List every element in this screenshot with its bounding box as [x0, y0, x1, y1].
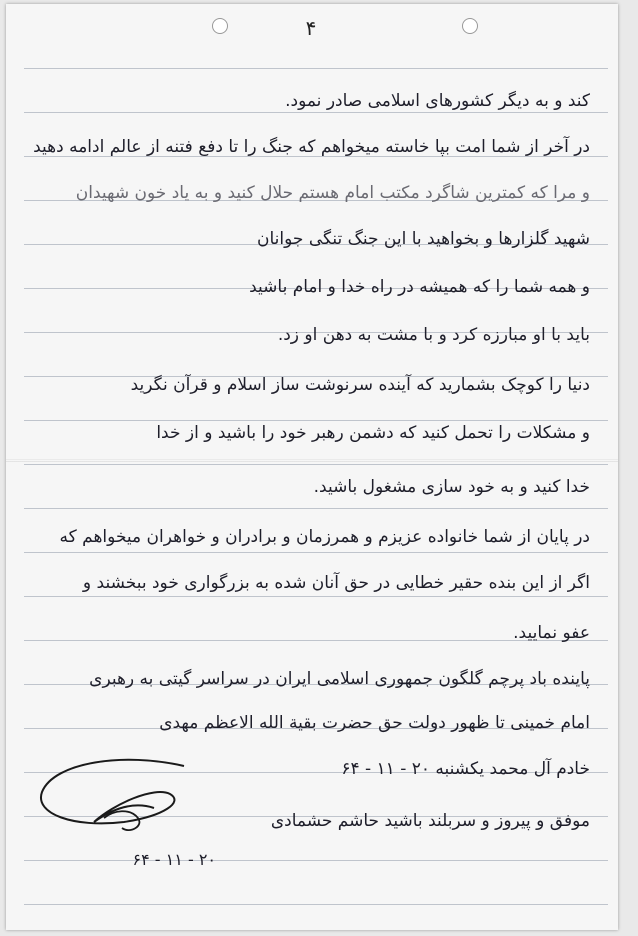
text-line: اگر از این بنده حقیر خطایی در حق آنان شده به بزرگواری خود ببخشند و — [82, 573, 590, 593]
text-line: باید با او مبارزه کرد و با مشت به دهن او زد. — [277, 325, 590, 345]
text-line: در آخر از شما امت بپا خاسته میخواهم که جنگ را تا دفع فتنه از عالم ادامه دهید — [33, 137, 590, 157]
text-line: پاینده باد پرچم گلگون جمهوری اسلامی ایران در سراسر گیتی به رهبری — [89, 669, 590, 689]
punch-hole — [462, 18, 478, 34]
text-line: و مرا که کمترین شاگرد مکتب امام هستم حلال کنید و به یاد خون شهیدان — [75, 183, 590, 203]
letter-page — [6, 4, 618, 930]
text-line: و همه شما را که همیشه در راه خدا و امام باشید — [249, 277, 590, 297]
text-line: شهید گلزارها و بخواهید با این جنگ تنگی جوانان — [257, 229, 590, 249]
text-line: دنیا را کوچک بشمارید که آینده سرنوشت ساز اسلام و قرآن نگرید — [130, 375, 590, 395]
text-line: موفق و پیروز و سربلند باشید حاشم حشمادی — [270, 811, 590, 831]
text-line: خدا کنید و به خود سازی مشغول باشید. — [313, 477, 590, 497]
punch-hole — [212, 18, 228, 34]
text-line: کند و به دیگر کشورهای اسلامی صادر نمود. — [285, 91, 590, 111]
text-line: امام خمینی تا ظهور دولت حق حضرت بقیة الله الاعظم مهدی — [159, 713, 590, 733]
page-number: ۴ — [305, 16, 317, 40]
text-line: عفو نمایید. — [513, 623, 590, 643]
text-line: و مشکلات را تحمل کنید که دشمن رهبر خود را باشید و از خدا — [156, 423, 590, 443]
text-line: در پایان از شما خانواده عزیزم و همرزمان و برادران و خواهران میخواهم که — [59, 527, 590, 547]
signature-date: ۲۰ - ۱۱ - ۶۴ — [132, 850, 216, 869]
text-line: خادم آل محمد یکشنبه ۲۰ - ۱۱ - ۶۴ — [341, 759, 590, 779]
